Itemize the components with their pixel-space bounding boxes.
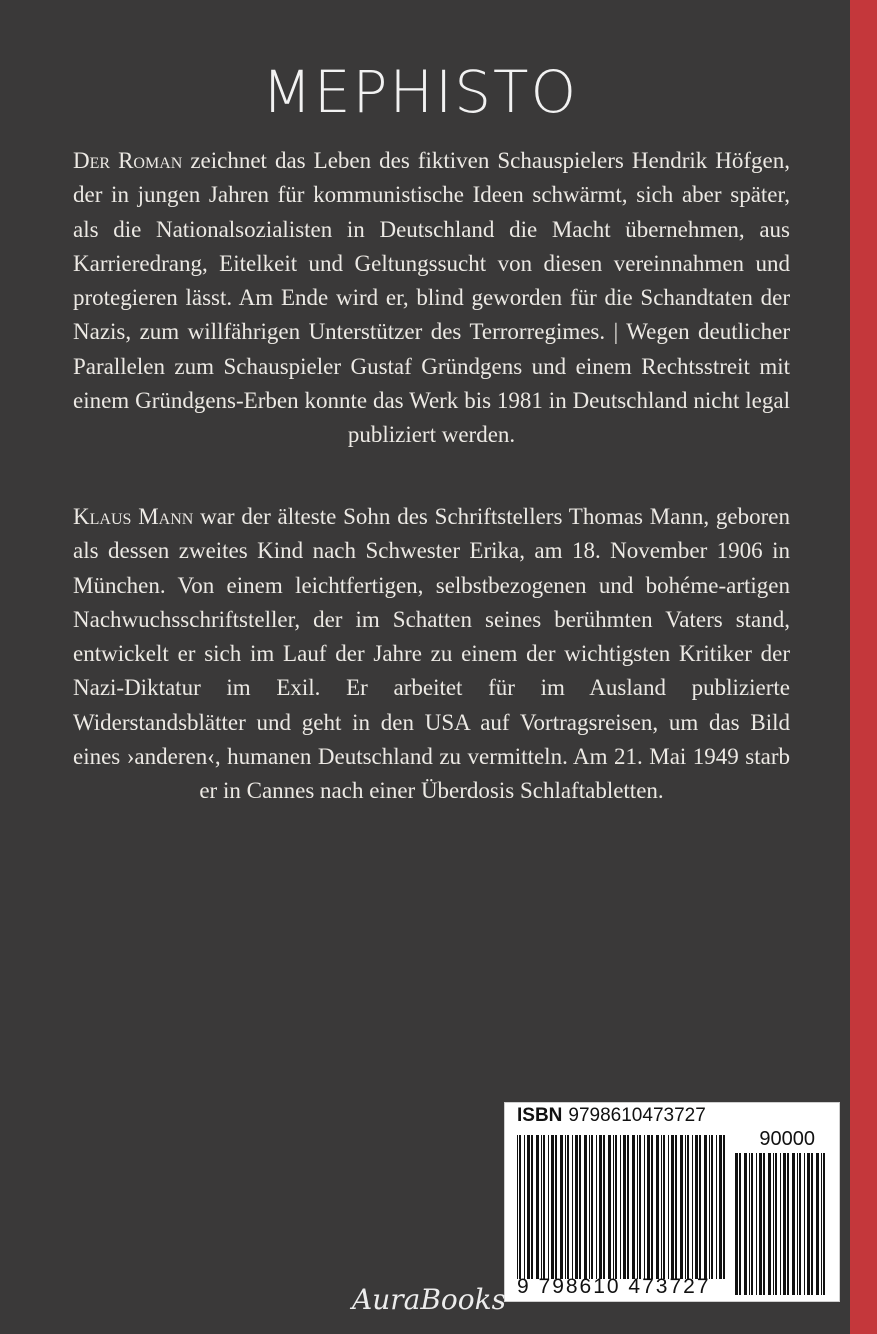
barcode-bar bbox=[671, 1135, 674, 1279]
barcode-bar bbox=[783, 1153, 786, 1295]
barcode-bar bbox=[620, 1135, 621, 1279]
barcode-bar bbox=[637, 1135, 638, 1279]
barcode-bar bbox=[656, 1135, 659, 1279]
book-title: MEPHISTO bbox=[261, 58, 579, 126]
barcode-bar bbox=[816, 1153, 819, 1295]
barcode-bar bbox=[668, 1135, 669, 1279]
isbn-label: ISBN bbox=[517, 1105, 563, 1126]
price-addon-bars bbox=[735, 1153, 827, 1295]
barcode-bar bbox=[572, 1135, 573, 1279]
publisher-logo: AuraBooks bbox=[352, 1283, 506, 1316]
barcode-bar bbox=[527, 1135, 530, 1279]
barcode-bar bbox=[623, 1135, 626, 1279]
barcode-bar bbox=[565, 1135, 566, 1279]
barcode-bar bbox=[699, 1135, 701, 1279]
barcode-bar bbox=[551, 1135, 554, 1279]
barcode-bar bbox=[787, 1153, 789, 1295]
barcode-bar bbox=[541, 1135, 542, 1279]
barcode-bar bbox=[543, 1135, 545, 1279]
barcode-bar bbox=[797, 1153, 798, 1295]
barcode-bar bbox=[536, 1135, 539, 1279]
barcode-bar bbox=[644, 1135, 645, 1279]
barcode-bar bbox=[704, 1135, 707, 1279]
barcode-bar bbox=[804, 1153, 805, 1295]
barcode-bar bbox=[807, 1153, 810, 1295]
barcode-bar bbox=[661, 1135, 662, 1279]
barcode-bar bbox=[548, 1135, 549, 1279]
barcode-bar bbox=[560, 1135, 563, 1279]
barcode-bar bbox=[584, 1135, 587, 1279]
barcode-bar bbox=[613, 1135, 614, 1279]
isbn-barcode bbox=[504, 1102, 840, 1302]
barcode-bar bbox=[591, 1135, 593, 1279]
barcode-bar bbox=[735, 1153, 738, 1295]
barcode-bar bbox=[627, 1135, 629, 1279]
barcode-bar bbox=[799, 1153, 801, 1295]
barcode-bar bbox=[632, 1135, 635, 1279]
barcode-bar bbox=[792, 1153, 795, 1295]
barcode-bar bbox=[759, 1153, 762, 1295]
price-code: 90000 bbox=[759, 1128, 815, 1150]
barcode-bar bbox=[651, 1135, 653, 1279]
barcode-bar bbox=[524, 1135, 525, 1279]
author-bio-paragraph bbox=[73, 500, 790, 809]
author-bio-lead: Klaus Mann bbox=[73, 504, 194, 529]
barcode-bar bbox=[639, 1135, 641, 1279]
barcode-bar bbox=[599, 1135, 602, 1279]
barcode-bar bbox=[709, 1135, 710, 1279]
barcode-bar bbox=[756, 1153, 757, 1295]
isbn-number: 9798610473727 bbox=[568, 1105, 706, 1126]
barcode-bar bbox=[716, 1135, 717, 1279]
barcode-bar bbox=[579, 1135, 581, 1279]
synopsis-lead: Der Roman bbox=[73, 148, 183, 173]
ean-barcode-bars bbox=[517, 1135, 727, 1279]
barcode-bar bbox=[768, 1153, 771, 1295]
barcode-bar bbox=[744, 1153, 747, 1295]
barcode-bar bbox=[780, 1153, 781, 1295]
barcode-bar bbox=[517, 1135, 518, 1279]
barcode-bar bbox=[567, 1135, 569, 1279]
red-spine-band bbox=[850, 0, 877, 1334]
barcode-bar bbox=[675, 1135, 677, 1279]
barcode-bar bbox=[751, 1153, 753, 1295]
isbn-line bbox=[517, 1105, 706, 1127]
barcode-bar bbox=[589, 1135, 590, 1279]
barcode-bar bbox=[775, 1153, 777, 1295]
barcode-bar bbox=[680, 1135, 683, 1279]
barcode-bar bbox=[723, 1135, 725, 1279]
barcode-bar bbox=[663, 1135, 665, 1279]
barcode-bar bbox=[615, 1135, 617, 1279]
barcode-bar bbox=[823, 1153, 825, 1295]
barcode-bar bbox=[692, 1135, 693, 1279]
barcode-bar bbox=[811, 1153, 813, 1295]
barcode-bar bbox=[739, 1153, 741, 1295]
barcode-bar bbox=[685, 1135, 686, 1279]
barcode-bar bbox=[719, 1135, 722, 1279]
barcode-bar bbox=[555, 1135, 557, 1279]
synopsis-text: zeichnet das Leben des fiktiven Schauspielers Hendrik Höfgen, der in jungen Jahren für kommunistische Ideen schwärmt, sich aber später, als die Nationalsozialisten in Deutschland die Macht übernehmen, aus Karrieredrang, Eitelkeit und Geltungssucht von diesen vereinnahmen und protegieren lässt. Am Ende wird er, blind geworden für die Schandtaten der Nazis, zum willfährigen Unterstützer des Terrorregimes. | Wegen deutlicher Parallelen zum Schauspieler Gustaf Gründgens und einem Rechtsstreit mit einem Gründgens-Erben konnte das Werk bis 1981 in Deutschland nicht legal publiziert werden. bbox=[73, 148, 790, 448]
barcode-bar bbox=[711, 1135, 713, 1279]
barcode-bar bbox=[575, 1135, 578, 1279]
barcode-bar bbox=[687, 1135, 689, 1279]
barcode-bar bbox=[603, 1135, 605, 1279]
barcode-bar bbox=[647, 1135, 650, 1279]
barcode-bar bbox=[773, 1153, 774, 1295]
barcode-digits: 9 798610 473727 bbox=[517, 1275, 711, 1298]
barcode-bar bbox=[749, 1153, 750, 1295]
barcode-bar bbox=[821, 1153, 822, 1295]
synopsis-paragraph bbox=[73, 144, 790, 453]
author-bio-text: war der älteste Sohn des Schriftstellers Thomas Mann, geboren als dessen zweites Kind nach Schwester Erika, am 18. November 1906 in München. Von einem leichtfertigen, selbstbezogenen und bohéme-artigen Nachwuchsschriftsteller, der im Schatten seines berühmten Vaters stand, entwickelt er sich im Lauf der Jahre zu einem der wichtigsten Kritiker der Nazi-Diktatur im Exil. Er arbeitet für im Ausland publizierte Widerstandsblätter und geht in den USA auf Vortragsreisen, um das Bild eines ›anderen‹, humanen Deutschland zu vermitteln. Am 21. Mai 1949 starb er in Cannes nach einer Überdosis Schlaftabletten. bbox=[73, 504, 790, 804]
barcode-bar bbox=[608, 1135, 611, 1279]
barcode-bar bbox=[596, 1135, 597, 1279]
barcode-bar bbox=[763, 1153, 765, 1295]
barcode-bar bbox=[531, 1135, 533, 1279]
barcode-bar bbox=[519, 1135, 521, 1279]
barcode-bar bbox=[695, 1135, 698, 1279]
